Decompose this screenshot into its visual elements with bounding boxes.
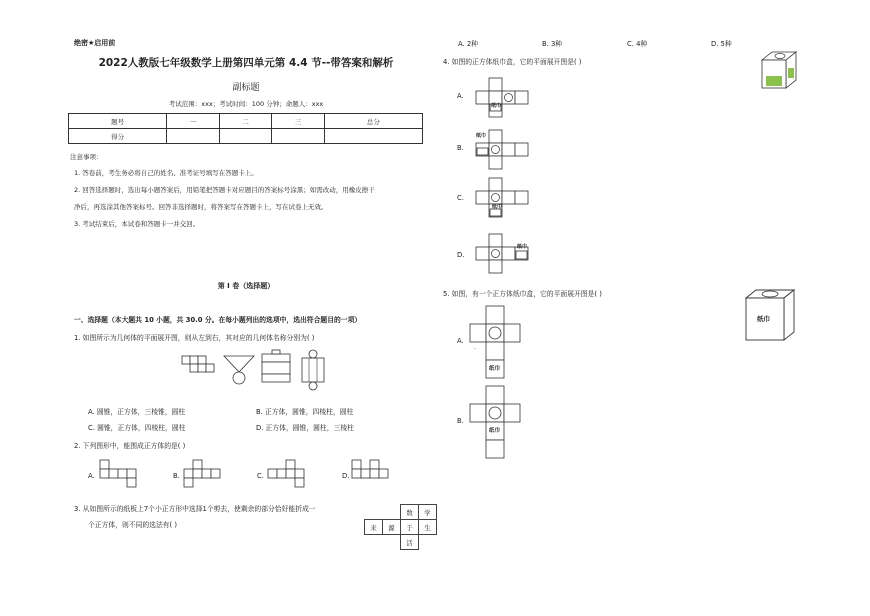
q1-option-a[interactable]: A. 圆锥，正方体，三棱锥，圆柱	[88, 408, 186, 416]
grid-cell: 源	[383, 520, 401, 535]
q5-net-b	[470, 386, 526, 458]
score-cell[interactable]	[272, 129, 325, 144]
score-header-cell: 一	[167, 114, 220, 129]
q4-option-b-label[interactable]: B.	[457, 144, 464, 152]
score-cell[interactable]	[324, 129, 422, 144]
question-3-stem: 3. 从如图所示的纸板上7个小正方形中选择1个剪去，使剩余的部分恰好能折成一	[74, 505, 316, 513]
q3-char-grid	[364, 504, 437, 550]
grid-cell: 来	[365, 520, 383, 535]
grid-cell: 活	[401, 535, 419, 550]
score-cell[interactable]	[167, 129, 220, 144]
q2-net-a	[100, 460, 150, 490]
q1-net-cone	[224, 356, 254, 384]
q5-option-b-label[interactable]: B.	[457, 417, 464, 425]
q3-option-a[interactable]: A. 2种	[458, 40, 478, 48]
question-2-stem: 2. 下列图形中，能围成正方体的是( )	[74, 442, 186, 450]
q2-net-b	[184, 460, 234, 490]
q1-option-c[interactable]: C. 圆锥，正方体，四棱柱，圆柱	[88, 424, 186, 432]
question-4-stem: 4. 如图的正方体纸巾盒，它的平面展开图是( )	[443, 58, 582, 66]
q2-net-c	[268, 460, 318, 490]
q5-b-tag: 纸巾	[489, 428, 501, 434]
q5-box-tag: 纸巾	[757, 315, 770, 323]
q4-net-a	[474, 78, 534, 118]
grid-cell: 数	[401, 505, 419, 520]
q2-option-b-label[interactable]: B.	[173, 472, 180, 480]
q5-a-tag: 纸巾	[489, 366, 501, 372]
q4-net-c	[474, 178, 534, 218]
q2-option-d-label[interactable]: D.	[342, 472, 350, 480]
volume-title: 第 I 卷（选择题）	[217, 282, 275, 290]
q4-net-d	[474, 234, 534, 274]
page-title: 2022人教版七年级数学上册第四单元第 4.4 节--带答案和解析	[98, 57, 394, 69]
score-header-cell: 题号	[69, 114, 167, 129]
confidential-label: 绝密★启用前	[74, 39, 116, 47]
q1-net-cylinder	[302, 350, 324, 390]
q2-net-d	[352, 460, 402, 490]
q4-option-c-label[interactable]: C.	[457, 194, 464, 202]
q1-option-b[interactable]: B. 正方体，圆锥，四棱柱，圆柱	[256, 408, 354, 416]
grid-cell: 生	[419, 520, 437, 535]
q5-tissue-box-figure	[744, 288, 796, 344]
note-item: 2. 回答选择题时，选出每小题答案后，用铅笔把答题卡对应题目的答案标号涂黑；如需改动，用橡皮擦干	[74, 186, 375, 194]
note-item: 3. 考试结束后，本试卷和答题卡一并交回。	[74, 220, 200, 228]
q4-option-a-label[interactable]: A.	[457, 92, 464, 100]
q1-net-prism	[262, 350, 290, 382]
q3-option-d[interactable]: D. 5种	[711, 40, 732, 48]
section-heading: 一、选择题（本大题共 10 小题，共 30.0 分。在每小题列出的选项中，选出符合题目的一项）	[74, 316, 362, 324]
q4-c-tag: 纸巾	[492, 204, 503, 210]
score-header-cell: 三	[272, 114, 325, 129]
q3-option-b[interactable]: B. 3种	[542, 40, 563, 48]
grid-cell: 于	[401, 520, 419, 535]
q4-a-tag: 纸巾	[491, 103, 502, 109]
score-row-label: 得分	[69, 129, 167, 144]
note-item: 净后，再选涂其他答案标号。回答非选择题时，将答案写在答题卡上，写在试卷上无效。	[74, 203, 328, 211]
q1-nets-figure	[180, 350, 350, 390]
subtitle: 副标题	[232, 83, 260, 93]
question-3-stem-2: 个正方体，则不同的选法有( )	[88, 521, 178, 529]
q4-option-d-label[interactable]: D.	[457, 251, 465, 259]
score-cell[interactable]	[219, 129, 272, 144]
q4-d-tag: 纸巾	[517, 244, 528, 250]
q2-option-a-label[interactable]: A.	[88, 472, 95, 480]
q1-net-cube	[182, 356, 214, 372]
notes-heading: 注意事项：	[70, 153, 103, 161]
q2-option-c-label[interactable]: C.	[257, 472, 264, 480]
q5-option-a-label[interactable]: A.	[457, 337, 464, 345]
exam-info: 考试范围：xxx；考试时间：100 分钟；命题人：xxx	[168, 100, 324, 108]
note-item: 1. 答卷前，考生务必将自己的姓名、准考证号填写在答题卡上。	[74, 169, 258, 177]
q3-option-c[interactable]: C. 4种	[627, 40, 648, 48]
q1-option-d[interactable]: D. 正方体，圆锥，圆柱，三棱柱	[256, 424, 354, 432]
score-table	[68, 113, 423, 144]
q4-b-tag: 纸巾	[476, 133, 487, 139]
question-5-stem: 5. 如图，有一个正方体纸巾盒，它的平面展开图是( )	[443, 290, 602, 298]
question-1-stem: 1. 如图所示为几何体的平面展开图，则从左到右，其对应的几何体名称分别为( )	[74, 334, 315, 342]
grid-cell: 学	[419, 505, 437, 520]
q5-a-dot: .	[474, 344, 476, 351]
score-header-cell: 总分	[324, 114, 422, 129]
score-header-cell: 二	[219, 114, 272, 129]
q4-tissue-box-figure	[758, 50, 798, 94]
